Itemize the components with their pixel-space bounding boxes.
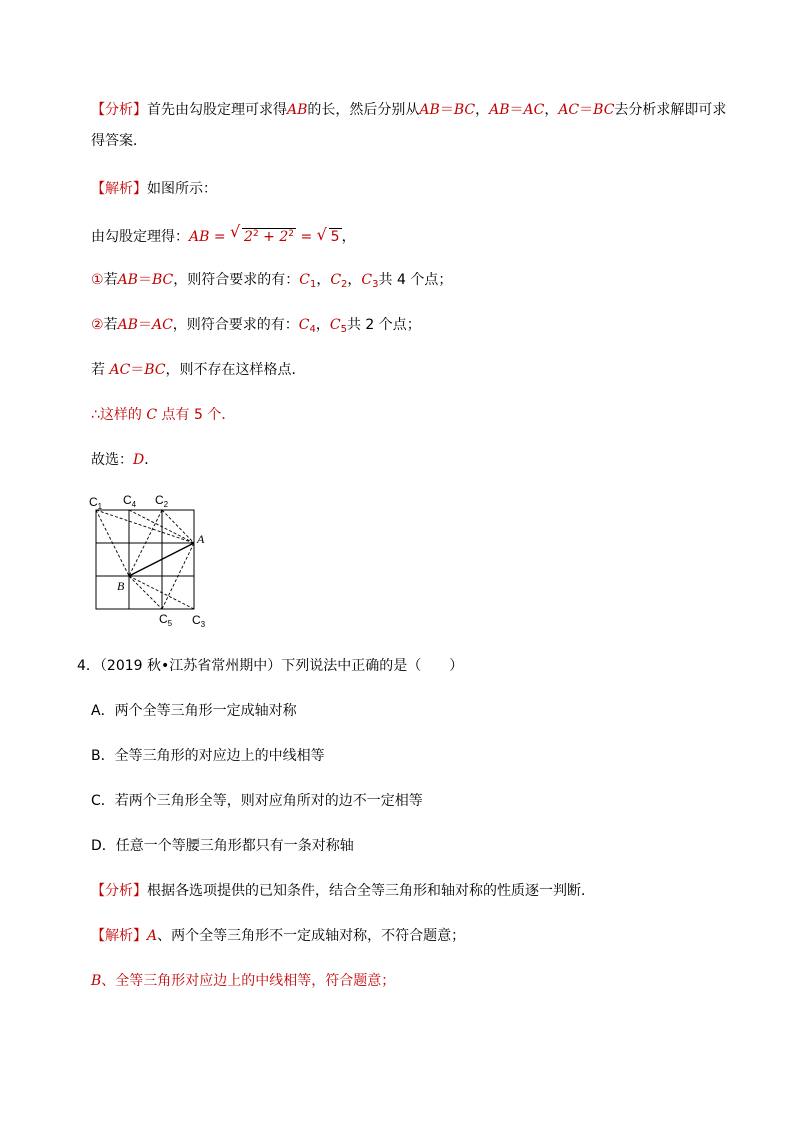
analysis-text-a: 首先由勾股定理可求得 <box>147 102 287 118</box>
case1-p2: C <box>330 272 342 288</box>
base2: 2 <box>279 229 289 245</box>
case1-cond: AB <box>117 272 138 288</box>
case2-p2: C <box>329 317 341 333</box>
solution4-a-text: 、两个全等三角形不一定成轴对称，不符合题意； <box>157 928 466 944</box>
cond1-right: BC <box>453 102 476 118</box>
case1-sep1: ， <box>316 272 331 288</box>
case1-s2: 2 <box>341 279 348 290</box>
question4-line <box>77 656 463 676</box>
case2-text-c: 共 2 个点； <box>346 317 421 333</box>
cond3-right: BC <box>593 102 615 118</box>
case2-p1: C <box>298 317 310 333</box>
answer-label: 故选： <box>91 452 133 468</box>
option-d: D．任意一个等腰三角形都只有一条对称轴 <box>91 838 354 854</box>
label-a: A <box>197 532 205 546</box>
dash-c1-a <box>96 510 194 543</box>
pythagoras-suffix: ， <box>341 229 356 245</box>
label-c1: $C_1$ <box>89 495 103 511</box>
answer-line <box>91 450 158 470</box>
question4-stem: 下列说法中正确的是（ ） <box>281 658 464 674</box>
pythagoras-line <box>91 224 356 247</box>
label-c4: $C_4$ <box>123 493 137 509</box>
analysis-line-2: 得答案． <box>91 133 147 149</box>
label-b: B <box>117 579 125 593</box>
case3-text-b: ，则不存在这样格点． <box>165 362 306 378</box>
solution4-line-a <box>91 926 465 946</box>
case1-line <box>91 270 452 295</box>
case1-text-c: 共 4 个点； <box>378 272 453 288</box>
exp1: 2 <box>252 229 259 239</box>
dashed-lines <box>96 510 194 609</box>
case1-cond2: BC <box>151 272 174 288</box>
case3-line <box>91 360 306 380</box>
conclusion-c: C <box>146 407 158 423</box>
grid-lines <box>96 510 194 609</box>
case2-s2: 5 <box>340 324 347 335</box>
solution4-a-letter: A <box>147 928 158 944</box>
pythagoras-prefix: 由勾股定理得： <box>91 229 189 245</box>
sep1: ， <box>475 102 490 118</box>
analysis-text-b: 的长，然后分别从 <box>307 102 420 118</box>
solution-tag: 【解析】 <box>91 181 147 197</box>
dash-b-c5 <box>129 576 162 609</box>
exp2: 2 <box>288 229 294 239</box>
sqrt-five: √ 5 <box>316 225 340 245</box>
case1-p3: C <box>361 272 373 288</box>
solution4-line-b <box>91 971 395 991</box>
pythagoras-eq2: = <box>296 229 317 245</box>
cond1-eq: ＝ <box>439 102 454 118</box>
answer-end: ． <box>144 452 159 468</box>
option-c: C．若两个三角形全等，则对应角所对的边不一定相等 <box>91 793 423 809</box>
case1-s1: 1 <box>309 279 317 290</box>
grid-border <box>96 510 194 609</box>
solution4-b-text: 、全等三角形对应边上的中线相等，符合题意； <box>101 973 396 989</box>
case1-num: ① <box>91 272 104 288</box>
plus: + <box>258 229 280 245</box>
case3-eq: ＝ <box>130 362 145 378</box>
option-a: A．两个全等三角形一定成轴对称 <box>91 703 297 719</box>
pythagoras-eq: = <box>209 229 231 245</box>
question4-source: （2019 秋•江苏省常州期中） <box>99 658 282 674</box>
pythagoras-ab: AB <box>189 229 210 245</box>
solution4-b-letter: B <box>91 973 102 989</box>
root-five: 5 <box>330 229 340 245</box>
answer-choice: D <box>133 452 145 468</box>
case3-cond2: BC <box>144 362 166 378</box>
case1-eq: ＝ <box>137 272 152 288</box>
case2-cond: AB <box>117 317 138 333</box>
conclusion-line <box>91 405 235 425</box>
cond2-right: AC <box>523 102 545 118</box>
case1-p1: C <box>299 272 310 288</box>
segment-ab: AB <box>287 102 308 118</box>
base1: 2 <box>244 229 253 245</box>
case2-eq: ＝ <box>137 317 152 333</box>
solution-text: 如图所示： <box>147 181 217 197</box>
cond2-left: AB <box>489 102 510 118</box>
cond2-eq: ＝ <box>509 102 524 118</box>
case3-cond: AC <box>109 362 131 378</box>
solution-line <box>91 179 217 199</box>
option-b: B．全等三角形的对应边上的中线相等 <box>91 748 325 764</box>
case2-cond2: AC <box>151 317 173 333</box>
case2-line <box>91 315 421 340</box>
case2-sep1: ， <box>315 317 330 333</box>
analysis-line-1 <box>91 100 726 120</box>
grid-diagram <box>84 492 224 632</box>
label-c3: $C_3$ <box>192 613 206 629</box>
case1-sep2: ， <box>347 272 362 288</box>
cond3-left: AC <box>558 102 580 118</box>
case3-text-a: 若 <box>91 362 110 378</box>
analysis4-line <box>91 881 595 901</box>
case1-text-a: 若 <box>103 272 118 288</box>
conclusion-text-b: 点有 5 个． <box>157 407 236 423</box>
analysis4-tag: 【分析】 <box>91 883 147 899</box>
label-c2: $C_2$ <box>155 493 169 509</box>
analysis-text-c: 去分析求解即可求 <box>614 102 727 118</box>
sqrt-expression: √ $2^2 + 2^2$ <box>230 222 294 245</box>
analysis4-text: 根据各选项提供的已知条件，结合全等三角形和轴对称的性质逐一判断． <box>147 883 595 899</box>
case2-text-b: ，则符合要求的有： <box>172 317 299 333</box>
case1-s3: 3 <box>372 279 379 290</box>
label-c5: $C_5$ <box>159 612 173 628</box>
solution4-tag: 【解析】 <box>91 928 147 944</box>
question4-num: 4． <box>77 658 100 674</box>
cond1-left: AB <box>419 102 440 118</box>
case2-s1: 4 <box>309 324 316 335</box>
case2-num: ② <box>91 317 104 333</box>
case1-text-b: ，则符合要求的有： <box>173 272 300 288</box>
conclusion-text-a: ∴这样的 <box>91 407 147 423</box>
analysis-tag: 【分析】 <box>91 102 147 118</box>
case2-text-a: 若 <box>103 317 118 333</box>
sep2: ， <box>544 102 559 118</box>
cond3-eq: ＝ <box>579 102 594 118</box>
